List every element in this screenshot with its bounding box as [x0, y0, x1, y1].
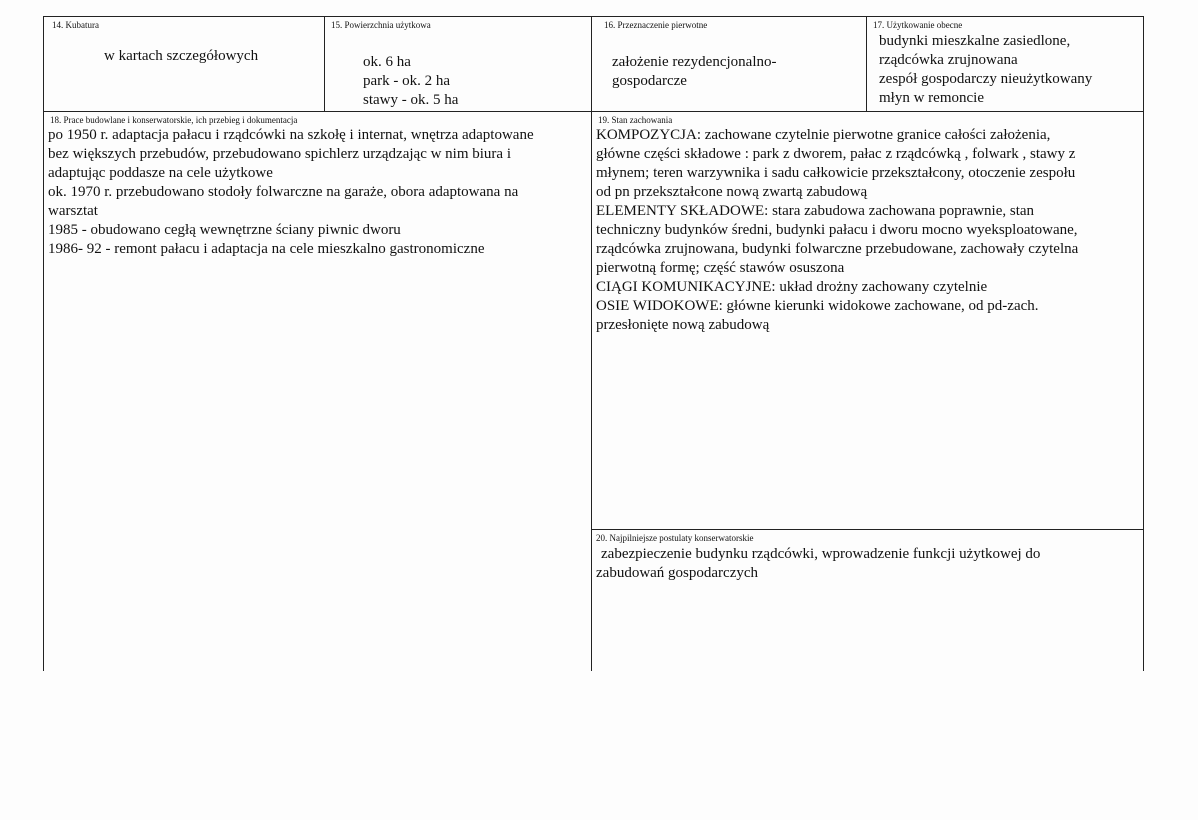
field-14-kubatura: [43, 16, 325, 112]
field-19-line: OSIE WIDOKOWE: główne kierunki widokowe zachowane, od pd-zach.: [596, 298, 1039, 314]
field-17-line: zespół gospodarczy nieużytkowany: [879, 71, 1093, 87]
field-17-line: budynki mieszkalne zasiedlone,: [879, 33, 1071, 49]
field-19-line: CIĄGI KOMUNIKACYJNE: układ drożny zachowany czytelnie: [596, 279, 988, 295]
field-17-line: młyn w remoncie: [879, 90, 984, 106]
field-19-line: techniczny budynków średni, budynki pałacu i dworu mocno wyeksploatowane,: [596, 222, 1078, 238]
field-14-label: 14. Kubatura: [52, 20, 99, 30]
field-19-line: główne części składowe : park z dworem, pałac z rządcówką , folwark , stawy z: [596, 146, 1076, 162]
field-19-line: KOMPOZYCJA: zachowane czytelnie pierwotne granice całości założenia,: [596, 127, 1051, 143]
field-16-label: 16. Przeznaczenie pierwotne: [604, 20, 708, 30]
field-19-line: rządcówka zrujnowana, budynki folwarczne przebudowane, zachowały czytelna: [596, 241, 1079, 257]
field-15-line: park - ok. 2 ha: [363, 73, 451, 89]
field-19-line: ELEMENTY SKŁADOWE: stara zabudowa zachowana poprawnie, stan: [596, 203, 1035, 219]
field-19-line: przesłonięte nową zabudową: [596, 317, 770, 333]
field-20-line: zabezpieczenie budynku rządcówki, wprowadzenie funkcji użytkowej do: [601, 546, 1041, 562]
field-14-value: w kartach szczegółowych: [104, 48, 259, 64]
field-18-line: warsztat: [48, 203, 98, 219]
field-19-stan-zachowania: [591, 111, 1144, 530]
field-15-label: 15. Powierzchnia użytkowa: [331, 20, 431, 30]
field-17-label: 17. Użytkowanie obecne: [873, 20, 963, 30]
field-18-prace-budowlane: [43, 111, 592, 671]
field-19-line: młynem; teren warzywnika i sadu całkowicie przekształcony, otoczenie zespołu: [596, 165, 1076, 181]
field-19-line: pierwotną formę; część stawów osuszona: [596, 260, 845, 276]
field-18-label: 18. Prace budowlane i konserwatorskie, ich przebieg i dokumentacja: [50, 115, 298, 125]
field-18-line: 1985 - obudowano cegłą wewnętrzne ściany piwnic dworu: [48, 222, 401, 238]
field-18-line: adaptując poddasze na cele użytkowe: [48, 165, 273, 181]
field-19-line: od pn przekształcone nową zwartą zabudową: [596, 184, 868, 200]
field-18-line: po 1950 r. adaptacja pałacu i rządcówki na szkołę i internat, wnętrza adaptowane: [48, 127, 534, 143]
field-15-powierzchnia: [324, 16, 592, 112]
field-20-postulaty: [591, 529, 1144, 671]
field-19-label: 19. Stan zachowania: [598, 115, 673, 125]
field-20-label: 20. Najpilniejsze postulaty konserwatorskie: [596, 533, 754, 543]
field-16-przeznaczenie: [591, 16, 867, 112]
field-15-line: stawy - ok. 5 ha: [363, 92, 459, 108]
field-18-line: 1986- 92 - remont pałacu i adaptacja na cele mieszkalno gastronomiczne: [48, 241, 485, 257]
field-17-uzytkowanie: [866, 16, 1144, 112]
field-15-line: ok. 6 ha: [363, 54, 411, 70]
field-17-line: rządcówka zrujnowana: [879, 52, 1018, 68]
field-18-line: ok. 1970 r. przebudowano stodoły folwarczne na garaże, obora adaptowana na: [48, 184, 519, 200]
field-18-line: bez większych przebudów, przebudowano spichlerz urządzając w nim biura i: [48, 146, 512, 162]
field-16-line: założenie rezydencjonalno-: [612, 54, 777, 70]
field-16-line: gospodarcze: [612, 73, 687, 89]
field-20-line: zabudowań gospodarczych: [596, 565, 759, 581]
